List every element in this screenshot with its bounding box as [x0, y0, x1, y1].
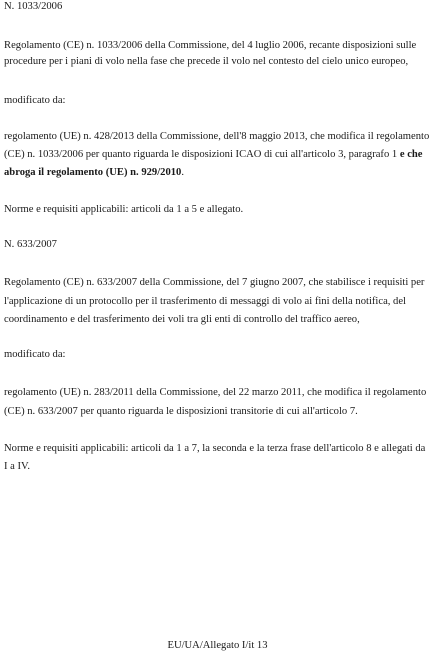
regulation-633-2007-line-3: coordinamento e del trasferimento dei voli tra gli enti di controllo del traffico aereo, [4, 314, 360, 325]
repeal-929-2010-text: abroga il regolamento (UE) n. 929/2010 [4, 167, 182, 178]
amendment-428-2013-line-2 [4, 148, 423, 161]
amendment-283-2011-line-2: (CE) n. 633/2007 per quanto riguarda le disposizioni transitorie di cui all'articolo 7. [4, 406, 358, 417]
repeal-period: . [181, 167, 184, 178]
modified-by-label-2: modificato da: [4, 349, 66, 360]
amendment-283-2011-line-1: regolamento (UE) n. 283/2011 della Commissione, del 22 marzo 2011, che modifica il regolamento [4, 387, 427, 398]
regulation-1033-2006-line-1: Regolamento (CE) n. 1033/2006 della Commissione, del 4 luglio 2006, recante disposizioni sulle [4, 40, 417, 51]
amendment-428-2013-line-3 [4, 166, 184, 179]
modified-by-label-1: modificato da: [4, 95, 66, 106]
amendment-428-2013-line-1: regolamento (UE) n. 428/2013 della Commissione, dell'8 maggio 2013, che modifica il regolamento [4, 131, 430, 142]
applicable-rules-1033-2006: Norme e requisiti applicabili: articoli da 1 a 5 e allegato. [4, 204, 244, 215]
applicable-rules-633-2007-line-1: Norme e requisiti applicabili: articoli da 1 a 7, la seconda e la terza frase dell'articolo 8 e allegati da [4, 443, 426, 454]
regulation-633-2007-line-2: l'applicazione di un protocollo per il trasferimento di messaggi di volo ai fini della notifica, del [4, 296, 407, 307]
amendment-428-2013-text: (CE) n. 1033/2006 per quanto riguarda le disposizioni ICAO di cui all'articolo 3, paragrafo 1 [4, 149, 400, 160]
amendment-428-2013-bold-text: e che [399, 149, 423, 160]
regulation-633-2007-line-1: Regolamento (CE) n. 633/2007 della Commissione, del 7 giugno 2007, che stabilisce i requisiti per [4, 277, 425, 288]
entry-number-633-2007: N. 633/2007 [4, 239, 57, 250]
page-footer: EU/UA/Allegato I/it 13 [167, 640, 268, 651]
applicable-rules-633-2007-line-2: I a IV. [4, 461, 30, 472]
entry-number-1033-2006: N. 1033/2006 [4, 1, 63, 12]
regulation-1033-2006-line-2: procedure per i piani di volo nella fase che precede il volo nel contesto del cielo unico europeo, [4, 56, 409, 67]
